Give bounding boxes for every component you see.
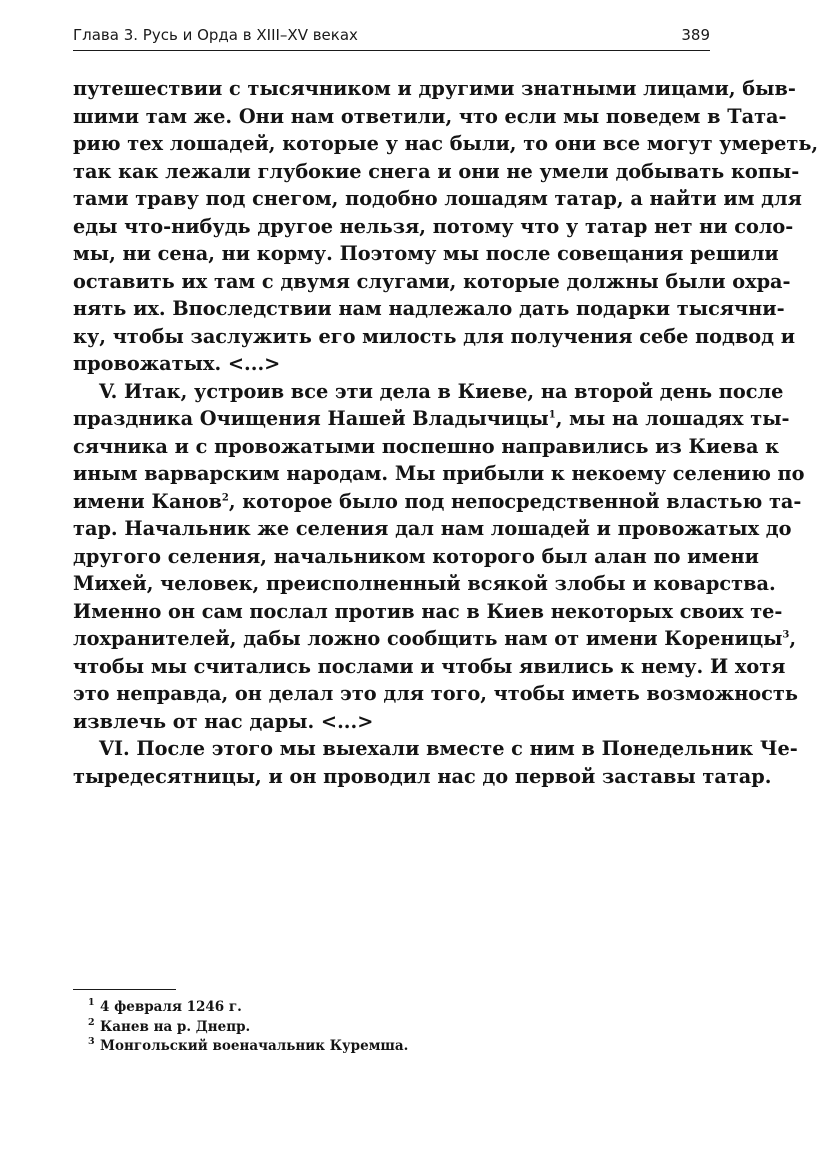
text-line: Именно он сам послал против нас в Киев некоторых своих те-	[73, 599, 783, 623]
text-line: провожатых. <...>	[73, 352, 281, 375]
text-line: это неправда, он делал это для того, чтобы иметь возможность	[73, 682, 798, 705]
text-line: рию тех лошадей, которые у нас были, то они все могут умереть,	[73, 132, 818, 155]
footnote	[88, 1016, 408, 1038]
main-text	[73, 75, 818, 790]
text-line: чтобы мы считались послами и чтобы явились к нему. И хотя	[73, 654, 786, 678]
text-line: оставить их там с двумя слугами, которые должны были охра-	[73, 269, 791, 293]
footnote	[88, 997, 408, 1018]
page-number: 389	[681, 26, 710, 44]
footnote-text: 4 февраля 1246 г.	[100, 999, 242, 1015]
text-line: тар. Начальник же селения дал нам лошадей и провожатых до	[73, 517, 792, 540]
text-line: Михей, человек, преисполненный всякой злобы и коварства.	[73, 572, 776, 595]
chapter-title: Глава 3. Русь и Орда в XIII–XV веках	[73, 26, 358, 44]
text-line: мы, ни сена, ни корму. Поэтому мы после совещания решили	[73, 242, 779, 265]
text-line: VI. После этого мы выехали вместе с ним в Понедельник Че-	[99, 737, 798, 760]
footnote-number: 1	[88, 997, 95, 1008]
footnotes	[88, 997, 409, 1057]
running-header	[73, 24, 710, 51]
text-line	[73, 488, 802, 516]
text-line: нять их. Впоследствии нам надлежало дать подарки тысячни-	[73, 297, 785, 320]
text-line: извлечь от нас дары. <...>	[73, 709, 374, 733]
text-line: сячника и с провожатыми поспешно направились из Киева к	[73, 434, 780, 458]
footnote-divider	[73, 989, 176, 990]
text-segment: ,	[789, 627, 797, 650]
footnote-ref-3: 3	[782, 629, 790, 641]
footnote-ref-1: 1	[548, 409, 556, 421]
footnote-number: 3	[88, 1036, 95, 1047]
text-line: тыредесятницы, и он проводил нас до первой заставы татар.	[73, 764, 772, 788]
text-line: путешествии с тысячником и другими знатными лицами, быв-	[73, 77, 796, 100]
text-segment: лохранителей, дабы ложно сообщить нам от имени Кореницы	[73, 627, 783, 650]
footnote-number: 2	[88, 1016, 95, 1028]
text-segment: праздника Очищения Нашей Владычицы	[73, 407, 549, 430]
text-line: шими там же. Они нам ответили, что если мы поведем в Тата-	[73, 104, 787, 128]
text-line: V. Итак, устроив все эти дела в Киеве, на второй день после	[99, 379, 784, 403]
text-line: еды что-нибудь другое нельзя, потому что у татар нет ни соло-	[73, 214, 794, 238]
text-line	[73, 625, 797, 653]
footnote-text: Монгольский военачальник Куремша.	[100, 1038, 409, 1054]
footnote	[88, 1036, 409, 1057]
text-line: иным варварским народам. Мы прибыли к некоему селению по	[73, 462, 805, 485]
text-segment: имени Канов	[73, 489, 222, 513]
footnote-text: Канев на р. Днепр.	[100, 1018, 251, 1035]
text-segment: , которое было под непосредственной властью та-	[228, 489, 802, 513]
text-line: другого селения, начальником которого был алан по имени	[73, 544, 759, 568]
text-line	[73, 405, 790, 433]
text-line: ку, чтобы заслужить его милость для получения себе подвод и	[73, 324, 796, 348]
text-line: тами траву под снегом, подобно лошадям татар, а найти им для	[73, 187, 802, 210]
footnote-ref-2: 2	[221, 492, 229, 504]
text-segment: , мы на лошадях ты-	[555, 407, 790, 430]
text-line: так как лежали глубокие снега и они не умели добывать копы-	[73, 159, 800, 183]
